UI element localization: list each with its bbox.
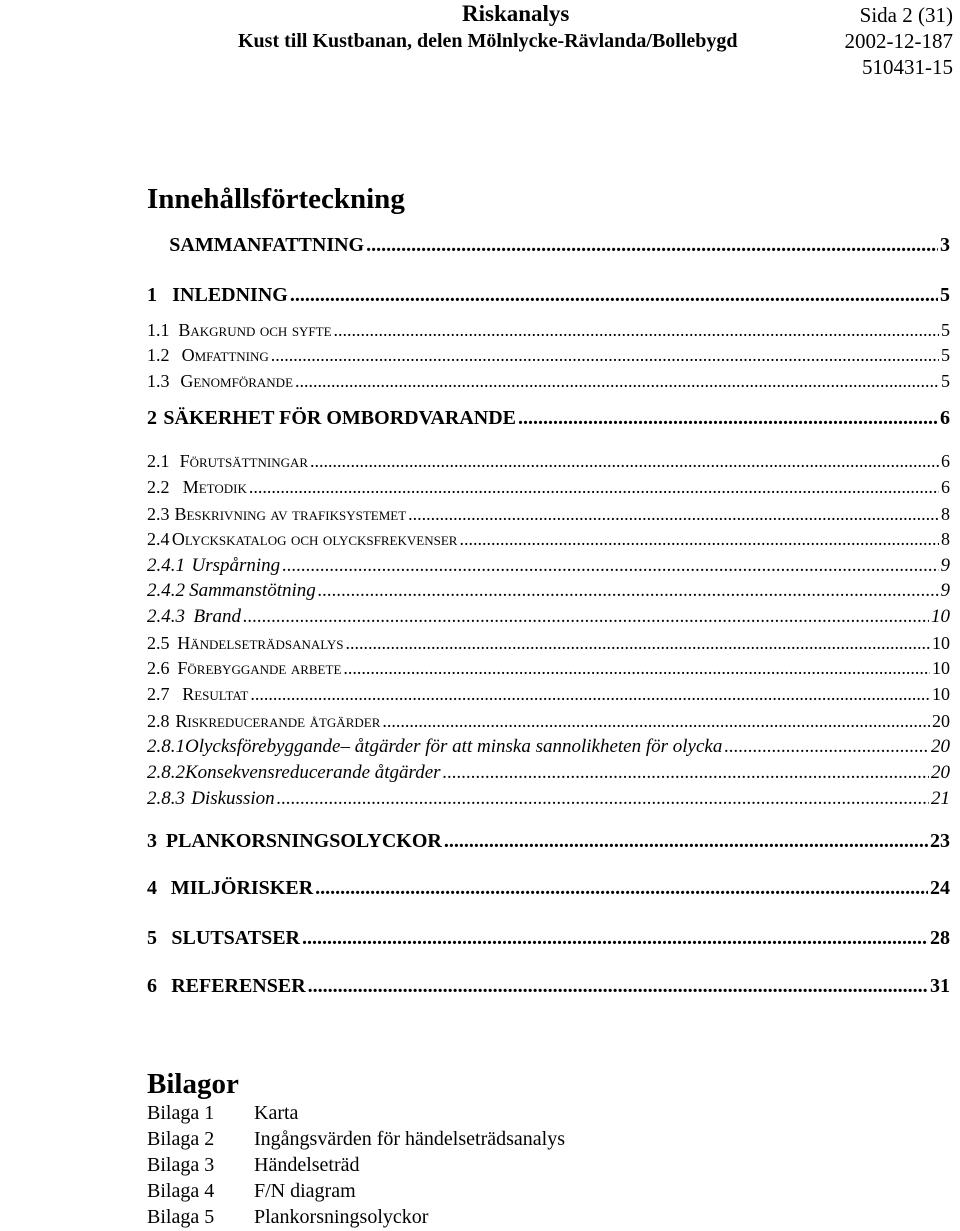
toc-entry-page: 3 bbox=[940, 234, 950, 256]
toc-entry-page: 20 bbox=[932, 711, 950, 731]
toc-entry[interactable] bbox=[147, 529, 950, 550]
toc-entry-number: 4 bbox=[147, 877, 157, 899]
toc-leader bbox=[290, 284, 938, 307]
toc-entry-title: Genomförande bbox=[180, 371, 294, 391]
toc-entry[interactable] bbox=[147, 555, 950, 577]
toc-entry-title: Händelseträdsanalys bbox=[177, 633, 344, 653]
appendix-text: Händelseträd bbox=[254, 1154, 360, 1176]
toc-entry[interactable] bbox=[147, 284, 950, 307]
toc-entry-page: 10 bbox=[931, 606, 950, 627]
appendix-label: Bilaga 2 bbox=[147, 1128, 215, 1150]
toc-leader bbox=[346, 633, 930, 654]
toc-entry[interactable] bbox=[147, 762, 950, 784]
toc-entry-page: 5 bbox=[941, 371, 950, 391]
toc-entry-page: 10 bbox=[932, 684, 950, 704]
appendix-label: Bilaga 1 bbox=[147, 1102, 215, 1124]
toc-entry-page: 23 bbox=[930, 830, 950, 852]
toc-entry[interactable] bbox=[147, 633, 950, 654]
toc-entry-page: 20 bbox=[931, 736, 950, 757]
toc-entry[interactable] bbox=[147, 684, 950, 705]
toc-entry-title: MILJÖRISKER bbox=[170, 877, 314, 899]
toc-entry-number: 2.4.2 bbox=[147, 580, 185, 601]
toc-entry-page: 10 bbox=[932, 658, 950, 678]
toc-entry[interactable] bbox=[147, 234, 950, 257]
toc-entry[interactable] bbox=[147, 345, 950, 366]
toc-entry[interactable] bbox=[147, 320, 950, 341]
toc-entry-page: 24 bbox=[930, 877, 950, 899]
toc-entry-title: Konsekvensreducerande åtgärder bbox=[185, 762, 441, 783]
toc-entry-number: 5 bbox=[147, 927, 157, 949]
toc-entry-number: 2.4.3 bbox=[147, 606, 185, 627]
toc-entry-title: Beskrivning av trafiksystemet bbox=[174, 504, 407, 524]
toc-leader bbox=[277, 788, 929, 810]
project-subtitle: Kust till Kustbanan, delen Mölnlycke-Rävlanda/Bollebygd bbox=[238, 30, 738, 52]
toc-entry-title: SÄKERHET FÖR OMBORDVARANDE bbox=[163, 407, 517, 429]
appendix-item bbox=[147, 1128, 565, 1151]
toc-entry-page: 6 bbox=[941, 477, 950, 497]
toc-entry-title: Resultat bbox=[182, 684, 249, 704]
toc-entry-page: 6 bbox=[941, 451, 950, 471]
toc-leader bbox=[343, 658, 930, 679]
toc-entry[interactable] bbox=[147, 606, 950, 628]
toc-entry[interactable] bbox=[147, 975, 950, 998]
toc-entry-number: 2.4.1 bbox=[147, 555, 185, 576]
toc-entry-page: 10 bbox=[932, 633, 950, 653]
toc-leader bbox=[302, 927, 928, 950]
toc-entry[interactable] bbox=[147, 877, 950, 900]
toc-entry-number: 2.4 bbox=[147, 529, 170, 549]
toc-entry-title: SLUTSATSER bbox=[171, 927, 300, 949]
toc-entry-title: Brand bbox=[193, 606, 242, 627]
toc-entry-title: Förebyggande arbete bbox=[177, 658, 342, 678]
appendix-item bbox=[147, 1180, 356, 1203]
toc-entry-title: Urspårning bbox=[191, 555, 281, 576]
toc-entry-page: 5 bbox=[941, 345, 950, 365]
toc-leader bbox=[308, 975, 928, 998]
toc-entry[interactable] bbox=[147, 504, 950, 525]
toc-entry[interactable] bbox=[147, 788, 950, 810]
toc-leader bbox=[408, 504, 939, 525]
toc-leader bbox=[315, 877, 928, 900]
toc-entry[interactable] bbox=[147, 830, 950, 853]
appendix-label: Bilaga 4 bbox=[147, 1180, 215, 1202]
toc-entry-number: 2.2 bbox=[147, 477, 170, 497]
toc-leader bbox=[250, 684, 930, 705]
toc-entry-title: Omfattning bbox=[181, 345, 269, 365]
appendix-text: Karta bbox=[254, 1102, 299, 1124]
toc-entry[interactable] bbox=[147, 451, 950, 472]
toc-entry-title: Diskussion bbox=[191, 788, 275, 809]
appendix-text: Plankorsningsolyckor bbox=[254, 1206, 429, 1228]
toc-entry-number: 2.1 bbox=[147, 451, 170, 471]
appendix-text: F/N diagram bbox=[254, 1180, 356, 1202]
toc-leader bbox=[249, 477, 939, 498]
toc-entry-title: SAMMANFATTNING bbox=[169, 234, 365, 256]
toc-entry-number: 1.3 bbox=[147, 371, 170, 391]
toc-leader bbox=[243, 606, 929, 628]
toc-leader bbox=[518, 407, 938, 430]
appendix-text: Ingångsvärden för händelseträdsanalys bbox=[254, 1128, 565, 1150]
toc-leader bbox=[295, 371, 939, 392]
toc-entry-title: Metodik bbox=[182, 477, 247, 497]
toc-leader bbox=[459, 529, 939, 550]
toc-leader bbox=[366, 234, 938, 257]
toc-entry-title: Förutsättningar bbox=[179, 451, 309, 471]
appendix-item bbox=[147, 1206, 428, 1229]
toc-entry[interactable] bbox=[147, 371, 950, 392]
document-code: 510431-15 bbox=[862, 55, 953, 79]
toc-entry-page: 5 bbox=[941, 320, 950, 340]
toc-entry-page: 9 bbox=[940, 580, 950, 601]
toc-entry-page: 8 bbox=[941, 529, 950, 549]
toc-leader bbox=[382, 711, 930, 732]
toc-entry-number: 2.8.1 bbox=[147, 736, 185, 757]
toc-entry-title: Olyckskatalog och olycksfrekvenser bbox=[171, 529, 458, 549]
toc-heading: Innehållsförteckning bbox=[147, 183, 405, 215]
appendix-label: Bilaga 3 bbox=[147, 1154, 215, 1176]
toc-entry-page: 9 bbox=[940, 555, 950, 576]
toc-leader bbox=[310, 451, 939, 472]
toc-entry-page: 8 bbox=[941, 504, 950, 524]
toc-leader bbox=[724, 736, 929, 758]
toc-entry-number: 2 bbox=[147, 407, 157, 429]
toc-entry-title: INLEDNING bbox=[172, 284, 288, 306]
toc-entry-number: 2.5 bbox=[147, 633, 170, 653]
toc-entry-page: 5 bbox=[940, 284, 950, 306]
toc-leader bbox=[444, 830, 928, 853]
toc-leader bbox=[271, 345, 939, 366]
page-number: Sida 2 (31) bbox=[859, 3, 953, 27]
toc-entry-page: 6 bbox=[940, 407, 950, 429]
toc-entry-number: 1 bbox=[147, 284, 157, 306]
toc-entry-number: 2.8 bbox=[147, 711, 170, 731]
toc-entry-page: 20 bbox=[931, 762, 950, 783]
toc-entry-number: 1.1 bbox=[147, 320, 170, 340]
toc-entry[interactable] bbox=[147, 927, 950, 950]
toc-entry-page: 21 bbox=[931, 788, 950, 809]
toc-entry-title: PLANKORSNINGSOLYCKOR bbox=[165, 830, 442, 852]
toc-leader bbox=[282, 555, 938, 577]
toc-entry[interactable] bbox=[147, 736, 950, 758]
toc-leader bbox=[334, 320, 939, 341]
toc-entry-title: Sammanstötning bbox=[189, 580, 316, 601]
toc-entry-number: 2.6 bbox=[147, 658, 170, 678]
toc-entry-title: REFERENSER bbox=[171, 975, 306, 997]
toc-entry[interactable] bbox=[147, 407, 950, 430]
toc-entry-title: Bakgrund och syfte bbox=[178, 320, 332, 340]
toc-entry-number: 2.8.3 bbox=[147, 788, 185, 809]
toc-entry-number: 6 bbox=[147, 975, 157, 997]
toc-entry[interactable] bbox=[147, 711, 950, 732]
document-date: 2002-12-187 bbox=[844, 29, 953, 53]
toc-entry-number: 2.7 bbox=[147, 684, 170, 704]
appendix-item bbox=[147, 1154, 360, 1177]
toc-entry[interactable] bbox=[147, 477, 950, 498]
toc-entry-title: Olycksförebyggande– åtgärder för att minska sannolikheten för olycka bbox=[185, 736, 723, 757]
appendix-label: Bilaga 5 bbox=[147, 1206, 215, 1228]
toc-entry-title: Riskreducerande åtgärder bbox=[175, 711, 381, 731]
toc-leader bbox=[443, 762, 929, 784]
toc-entry-page: 31 bbox=[930, 975, 950, 997]
appendix-heading: Bilagor bbox=[147, 1068, 239, 1100]
toc-entry-number: 1.2 bbox=[147, 345, 170, 365]
document-title: Riskanalys bbox=[462, 1, 570, 26]
toc-entry[interactable] bbox=[147, 580, 950, 602]
toc-entry-number: 3 bbox=[147, 830, 157, 852]
toc-entry-number: 2.8.2 bbox=[147, 762, 185, 783]
toc-leader bbox=[318, 580, 939, 602]
toc-entry[interactable] bbox=[147, 658, 950, 679]
toc-entry-page: 28 bbox=[930, 927, 950, 949]
appendix-item bbox=[147, 1102, 298, 1125]
toc-entry-number: 2.3 bbox=[147, 504, 170, 524]
